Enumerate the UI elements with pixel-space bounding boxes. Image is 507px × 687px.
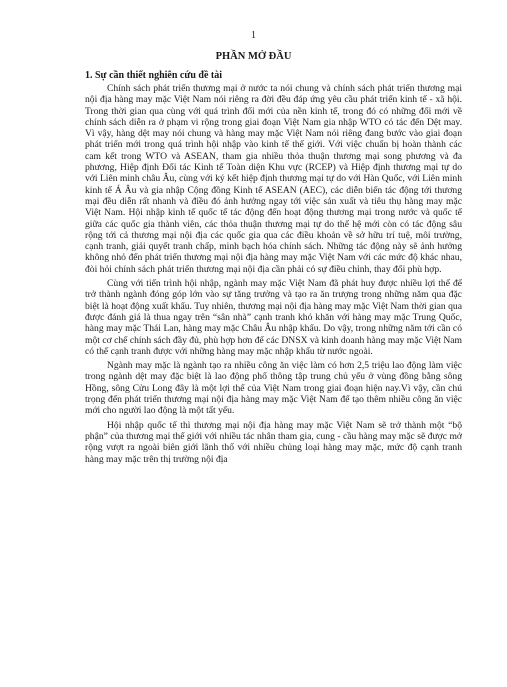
paragraph: Hội nhập quốc tế thì thương mại nội địa hàng may mặc Việt Nam sẽ trở thành một “bộ phận” của thương mại thế giới với nhiều tác nhân tham gia, cung - cầu hàng may mặc sẽ được mở rộng vượt ra ngoài biên giới lãnh thổ với nhiều chủng loại hàng may mặc, mức độ cạnh tranh hàng may mặc trên thị trường nội địa (85, 419, 462, 465)
paragraph: Ngành may mặc là ngành tạo ra nhiều công ăn việc làm có hơn 2,5 triệu lao động làm việc trong ngành dệt may đặc biệt là lao động phổ thông tập trung chủ yếu ở vùng đồng bằng sông Hồng, sông Cửu Long đây là một lợi thế của Việt Nam trong giai đoạn hiện nay.Vì vậy, cần chú trọng đến phát triển thương mại nội địa hàng may mặc Việt Nam để tạo thêm nhiều công ăn việc mới cho người lao động là một tất yếu. (85, 360, 462, 417)
page-number: 1 (251, 30, 256, 41)
page-title: PHẦN MỞ ĐẦU (215, 51, 292, 62)
paragraph: Cùng với tiến trình hội nhập, ngành may mặc Việt Nam đã phát huy được nhiều lợi thế để trở thành ngành đóng góp lớn vào sự tăng trưởng và tạo ra ăn trượng trong những năm qua đặc biệt là hoạt động xuất khẩu. Tuy nhiên, thương mại nội địa hàng may mặc Việt Nam thời gian qua được đánh giá là thua ngay trên “sân nhà” cạnh tranh khó khăn với hàng may mặc Trung Quốc, hàng may mặc Thái Lan, hàng may mặc Châu Âu nhập khẩu. Do vậy, trong những năm tới cần có một cơ chế chính sách đầy đủ, phù hợp hơn để các DNSX và kinh doanh hàng may mặc Việt Nam có thế cạnh tranh được với những hàng may mặc nhập khẩu từ nước ngoài. (85, 278, 462, 357)
body-text (85, 83, 462, 468)
section-heading: 1. Sự cần thiết nghiên cứu đề tài (85, 70, 223, 81)
paragraph: Chính sách phát triển thương mại ở nước ta nói chung và chính sách phát triển thương mại nội địa hàng may mặc Việt Nam nói riêng ra đời đều đáp ứng yêu cầu phát triển kinh tế - xã hội. Trong thời gian qua cùng với quá trình đổi mới của nền kinh tế, trong đó có những đổi mới về chính sách diễn ra ở phạm vi rộng trong giai đoạn Việt Nam gia nhập WTO có tác đến Dệt may. Vì vậy, hàng dệt may nói chung và hàng may mặc Việt Nam nói riêng đang bước vào giai đoạn phát triển mới trong quá trình hội nhập vào kinh tế thế giới. Với việc chuẩn bị hoàn thành các cam kết trong WTO và ASEAN, tham gia nhiều thỏa thuận thương mại song phương và đa phương, Hiệp định Đối tác Kinh tế Toàn diện Khu vực (RCEP) và Hiệp định thương mại tự do với Liên minh châu Âu, cùng với ký kết hiệp định thương mại tự do với Hàn Quốc, với Liên minh kinh tế Á Âu và gia nhập Cộng đồng Kinh tế ASEAN (AEC), các diễn biến tác động tới thương mại đều diễn rất nhanh và điều đó ảnh hưởng ngay tới việc sản xuất và tiêu thụ hàng may mặc Việt Nam. Hội nhập kinh tế quốc tế tác động đến hoạt động thương mại trong nước và quốc tế giữa các quốc gia thành viên, các thỏa thuận thương mại tự do thế hệ mới còn có tác động sâu rộng tới cả thương mại nội địa các quốc gia qua các điều khoản về sở hữu trí tuệ, môi trường, cạnh tranh, giải quyết tranh chấp, minh bạch hóa chính sách. Những tác động này sẽ ảnh hưởng không nhỏ đến phát triển thương mại nội địa hàng may mặc Việt Nam với các mức độ khác nhau, đòi hỏi chính sách phát triển thương mại nội địa cần phải có sự điều chỉnh, thay đổi phù hợp. (85, 83, 462, 275)
